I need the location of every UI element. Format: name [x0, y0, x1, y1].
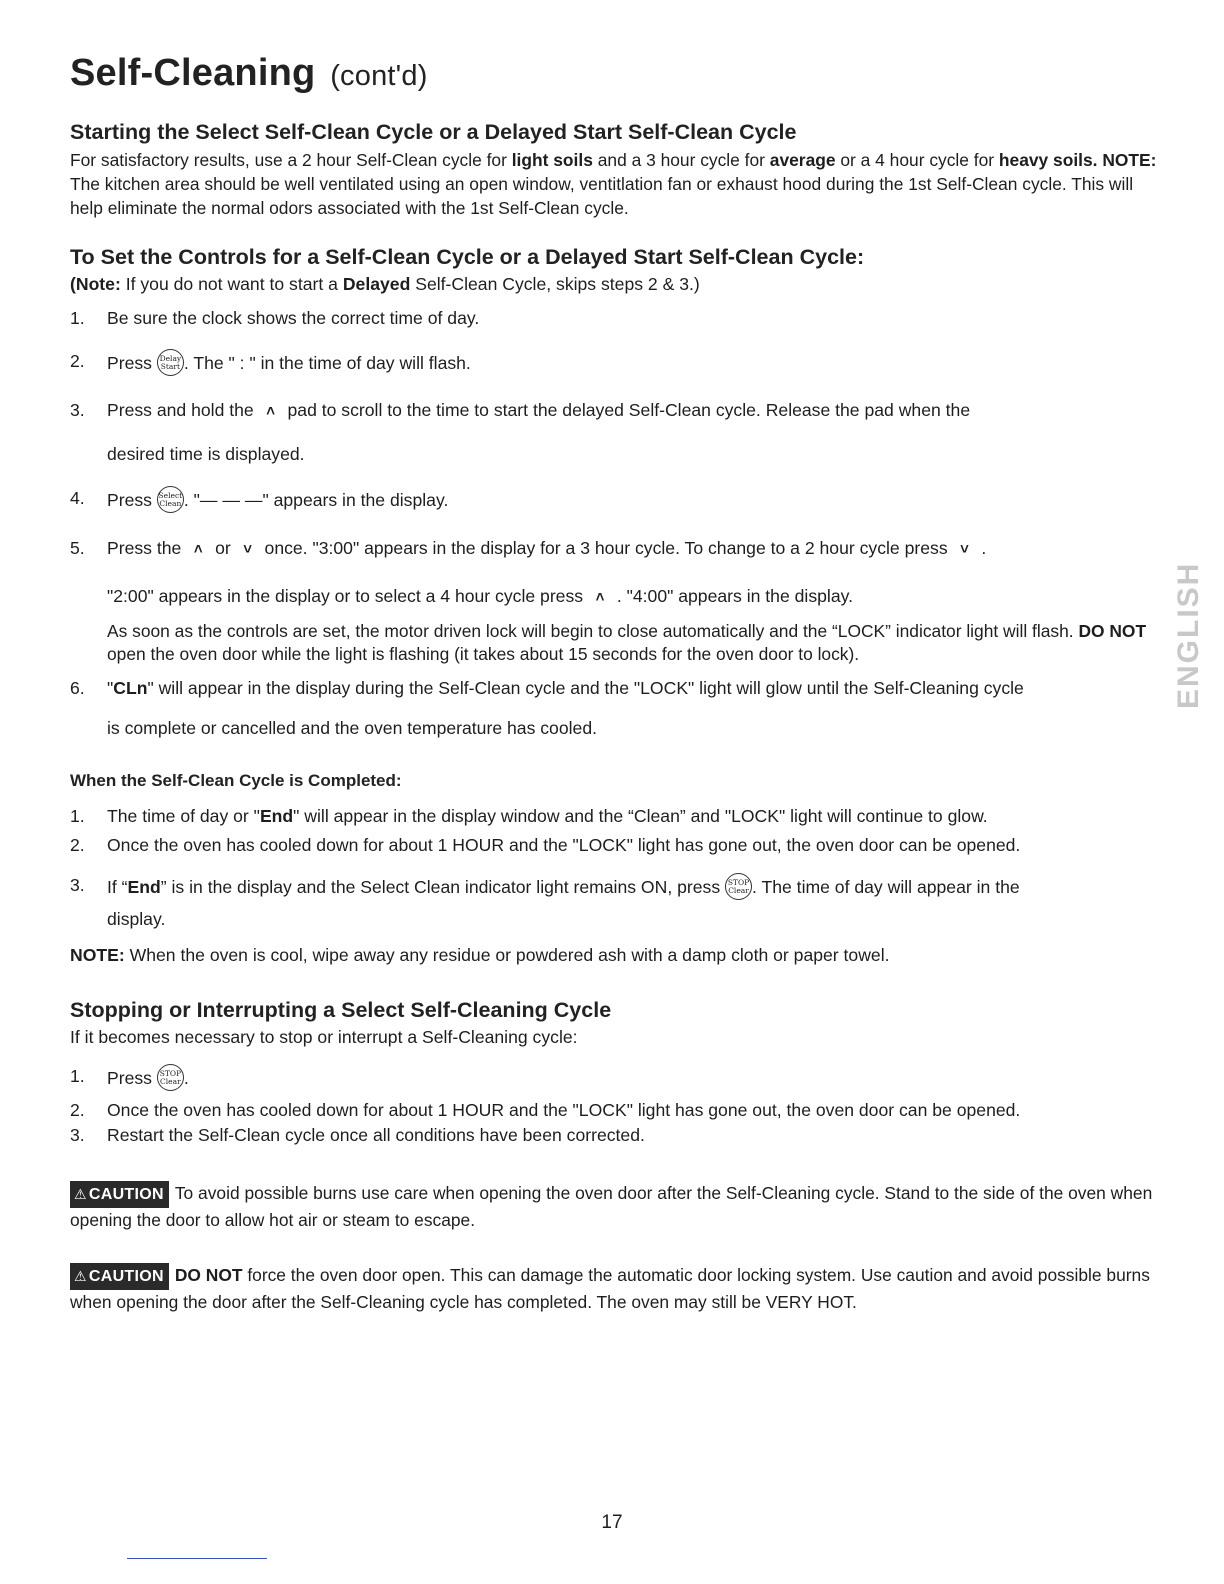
step-text	[107, 875, 1020, 902]
text: Press and hold the	[107, 400, 259, 420]
pad-label: Clean	[159, 499, 182, 508]
text: pad to scroll to the time to start the delayed Self-Clean cycle. Release the pad when the	[282, 400, 971, 420]
completed-step-3-continued: display.	[107, 909, 166, 929]
caution-label: CAUTION	[88, 1268, 164, 1285]
step-text	[107, 1066, 189, 1093]
step-number: 1.	[70, 1066, 85, 1086]
bold-text: End	[259, 806, 294, 826]
step-number: 4.	[70, 488, 85, 508]
section2-note	[70, 274, 700, 295]
step-number: 1.	[70, 308, 85, 328]
step-number: 3.	[70, 1125, 85, 1145]
text: The kitchen area should be well ventilated using an open window, ventitlation fan or exhaust hood during the 1st Self-Clean cycle. This will help eliminate the normal odors associated with the 1st Self-Clean cycle.	[70, 174, 1134, 218]
section1-paragraph	[70, 148, 1160, 220]
section4-intro: If it becomes necessary to stop or interrupt a Self-Cleaning cycle:	[70, 1027, 578, 1047]
step-5-lock-note	[107, 620, 1157, 666]
cool-note	[70, 945, 890, 966]
bold-text: CLn	[113, 678, 148, 698]
text: and a 3 hour cycle for	[592, 150, 770, 170]
caution-text: To avoid possible burns use care when opening the oven door after the Self-Cleaning cycle. Stand to the side of the oven when opening the door to allow hot air or steam to escape.	[70, 1183, 1153, 1230]
step-3-continued: desired time is displayed.	[107, 444, 305, 464]
page-title	[70, 52, 428, 95]
step-text: Once the oven has cooled down for about 1 HOUR and the "LOCK" light has gone out, the oven door can be opened.	[107, 1100, 1021, 1120]
section2-heading: To Set the Controls for a Self-Clean Cycle or a Delayed Start Self-Clean Cycle:	[70, 245, 865, 269]
text: The time of day or "	[107, 806, 260, 826]
step-number: 3.	[70, 400, 85, 420]
caution-badge	[70, 1181, 169, 1208]
text: " will appear in the display window and the “Clean” and "LOCK" light will continue to glow.	[293, 806, 988, 826]
step-number: 1.	[70, 806, 85, 826]
text: .	[183, 1068, 189, 1089]
step-text: Be sure the clock shows the correct time of day.	[107, 308, 480, 328]
warning-triangle-icon: ⚠	[74, 1186, 87, 1202]
step-text	[107, 678, 1024, 699]
text: If you do not want to start a	[120, 274, 343, 294]
text: . "4:00" appears in the display.	[611, 586, 853, 606]
step-text	[107, 806, 988, 827]
select-clean-pad-icon	[157, 486, 184, 513]
bold-text: heavy soils. NOTE:	[998, 150, 1157, 170]
down-arrow-icon: ˅	[960, 541, 969, 558]
bold-text: DO NOT	[174, 1265, 243, 1285]
up-arrow-icon: ˄	[266, 403, 275, 420]
text: "2:00" appears in the display or to select a 4 hour cycle press	[107, 586, 588, 606]
title-main: Self-Cleaning	[70, 52, 316, 94]
step-text: Restart the Self-Clean cycle once all conditions have been corrected.	[107, 1125, 645, 1145]
text: For satisfactory results, use a 2 hour Self-Clean cycle for	[70, 150, 512, 170]
stop-clear-pad-icon	[157, 1064, 184, 1091]
text: When the oven is cool, wipe away any residue or powdered ash with a damp cloth or paper towel.	[124, 945, 890, 965]
step-5-continued	[107, 586, 853, 607]
pad-label: Select	[158, 491, 183, 500]
text: or a 4 hour cycle for	[835, 150, 999, 170]
step-number: 3.	[70, 875, 85, 895]
footer-rule	[127, 1558, 267, 1559]
step-number: 6.	[70, 678, 85, 698]
caution-text: force the oven door open. This can damage the automatic door locking system. Use caution and avoid possible burns when opening the door after the Self-Cleaning cycle has completed. The oven may still be VERY HOT.	[70, 1265, 1150, 1312]
text: Press the	[107, 538, 187, 558]
text: or	[210, 538, 236, 558]
step-text	[107, 488, 448, 515]
step-text: Once the oven has cooled down for about 1 HOUR and the "LOCK" light has gone out, the oven door can be opened.	[107, 835, 1021, 855]
step-text	[107, 351, 471, 378]
language-side-tab: ENGLISH	[1172, 561, 1205, 709]
text: . The " : " in the time of day will flash.	[183, 353, 471, 374]
bold-text: average	[769, 150, 836, 170]
up-arrow-icon: ˄	[595, 589, 605, 606]
step-6-continued: is complete or cancelled and the oven temperature has cooled.	[107, 718, 597, 738]
caution-badge	[70, 1263, 169, 1290]
text: Self-Clean Cycle, skips steps 2 & 3.)	[410, 274, 700, 294]
title-sub: (cont'd)	[330, 60, 428, 92]
pad-label: Clear	[160, 1077, 181, 1086]
pad-label: STOP	[727, 878, 750, 887]
stop-clear-pad-icon	[725, 873, 752, 900]
delay-start-pad-icon	[157, 349, 184, 376]
step-text	[107, 400, 970, 421]
step-number: 2.	[70, 351, 85, 371]
caution-block-1	[70, 1181, 1155, 1232]
up-arrow-icon: ˄	[193, 541, 203, 558]
text: open the oven door while the light is flashing (it takes about 15 seconds for the oven door to lock).	[107, 644, 860, 664]
text: Press	[107, 353, 157, 374]
bold-text: light soils	[511, 150, 593, 170]
bold-text: DO NOT	[1078, 621, 1147, 641]
pad-label: Delay	[159, 354, 182, 363]
text: . The time of day will appear in the	[752, 877, 1020, 898]
text: As soon as the controls are set, the motor driven lock will begin to close automatically and the “LOCK” indicator light will flash.	[107, 621, 1079, 641]
pad-label: Start	[160, 362, 180, 371]
section1-heading: Starting the Select Self-Clean Cycle or a Delayed Start Self-Clean Cycle	[70, 120, 797, 144]
text: If “	[107, 877, 128, 898]
pad-label: Clear	[728, 886, 749, 895]
section4-heading: Stopping or Interrupting a Select Self-Cleaning Cycle	[70, 998, 612, 1022]
down-arrow-icon: ˅	[243, 541, 253, 558]
bold-text: Delayed	[342, 274, 411, 294]
page-number: 17	[601, 1512, 623, 1533]
caution-label: CAUTION	[88, 1186, 164, 1203]
text: Press	[107, 1068, 157, 1089]
bold-text: (Note:	[70, 274, 121, 294]
step-text	[107, 538, 986, 559]
text: "	[107, 678, 114, 698]
text: Press	[107, 490, 157, 511]
step-number: 2.	[70, 835, 85, 855]
section3-heading: When the Self-Clean Cycle is Completed:	[70, 771, 402, 790]
text: .	[976, 538, 987, 558]
text: once. "3:00" appears in the display for a 3 hour cycle. To change to a 2 hour cycle press	[259, 538, 953, 558]
warning-triangle-icon: ⚠	[74, 1268, 87, 1284]
step-number: 2.	[70, 1100, 85, 1120]
text: . "— — —" appears in the display.	[183, 490, 449, 511]
bold-text: End	[127, 877, 161, 898]
text: ” is in the display and the Select Clean indicator light remains ON, press	[160, 877, 726, 898]
pad-label: STOP	[159, 1069, 182, 1078]
caution-block-2	[70, 1263, 1155, 1314]
text: " will appear in the display during the Self-Clean cycle and the "LOCK" light will glow until the Self-Cleaning cycle	[147, 678, 1024, 698]
bold-text: NOTE:	[70, 945, 125, 965]
step-number: 5.	[70, 538, 85, 558]
